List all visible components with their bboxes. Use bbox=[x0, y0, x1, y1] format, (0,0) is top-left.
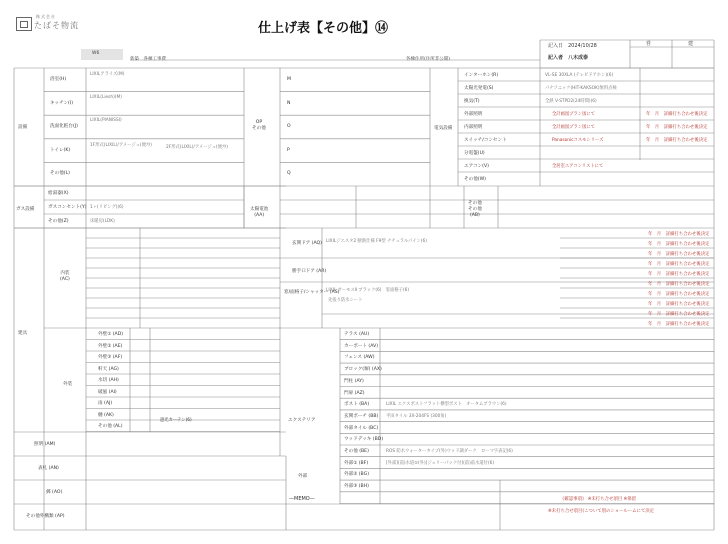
interior-row-label: トイレ(K) bbox=[50, 147, 71, 153]
outdoor-row-label: 外部① (BF) bbox=[344, 460, 369, 466]
elec-row-label: スイッチ/コンセント bbox=[464, 138, 507, 143]
page-title: 仕上げ表【その他】⑭ bbox=[258, 21, 389, 36]
outdoor-row-label: 外部③ (BH) bbox=[344, 484, 369, 490]
pending-note: 年 月 詳細打ち合わせ後決定 bbox=[648, 292, 710, 297]
ext-row-label: その他 (BE) bbox=[344, 449, 369, 454]
op-row-label: N bbox=[287, 100, 291, 106]
elec-row-label: 内部照明 bbox=[464, 125, 483, 130]
pending-note: 年 月 詳細打ち合わせ後決定 bbox=[648, 272, 710, 277]
address-label: 各棟住所(住所非公開) bbox=[406, 57, 451, 62]
exterior-row-label: 外壁② (AE) bbox=[98, 343, 123, 349]
header-col-1: 営 bbox=[646, 41, 652, 47]
exterior-row-label: 破風 (AI) bbox=[98, 389, 117, 395]
section-other: その他外構類 (AP) bbox=[26, 514, 65, 519]
exterior-row-label: 樋 (AK) bbox=[98, 412, 114, 418]
interior-row-label: キッチン(I) bbox=[50, 100, 73, 106]
interior-row-label: 洗面化粧台(J) bbox=[50, 124, 78, 130]
interior-row-value: LIXIL(Liesh)(M) bbox=[90, 94, 122, 100]
door-row-value: LIXILジエスタ2 断熱仕様 F9型 ナチュラルパイン(6) bbox=[326, 239, 427, 244]
ext-row-value: ROS 防水ウォータータイプ(外)ウッド調ダーク ローマ字表記(6) bbox=[386, 449, 513, 454]
entry-date: 記入日 2024/10/28 bbox=[548, 43, 597, 49]
elec-row-label: 外部照明 bbox=[464, 112, 483, 117]
elec-row-pending: 年 月 詳細打ち合わせ後決定 bbox=[646, 112, 708, 117]
ext-row-label: テラス (AU) bbox=[344, 332, 370, 337]
op-row-label: O bbox=[287, 124, 291, 130]
section-blind: 表札 (AN) bbox=[38, 466, 59, 471]
curtain-value: 遮光カーテン(6) bbox=[160, 418, 192, 423]
exterior-row-label: 雨 (AJ) bbox=[98, 401, 113, 406]
ext-row-label: ポスト (BA) bbox=[344, 402, 370, 408]
door-note: 先張り防水シート bbox=[328, 298, 363, 303]
brand-sub: 株式会社 bbox=[36, 14, 56, 19]
pending-note: 年 月 詳細打ち合わせ後決定 bbox=[648, 322, 710, 327]
memo-label: —MEMO— bbox=[289, 496, 315, 502]
exterior-row-label: 水切 (AH) bbox=[98, 378, 119, 383]
ext-row-label: 外部タイル (BC) bbox=[344, 425, 379, 431]
ext-row-label: 門柱 (AY) bbox=[344, 378, 364, 384]
elec-row-value: パナソニック(HIT-KAKSOK)無料点検 bbox=[545, 86, 617, 91]
gas-row-label: ガスコンセント(Y) bbox=[48, 205, 87, 210]
ext-row-label: 門扉 (AZ) bbox=[344, 390, 365, 396]
exterior-row-label: その他 (AL) bbox=[98, 424, 123, 429]
elec-row-label: 分電盤(U) bbox=[464, 151, 485, 156]
op-label: OP その他 bbox=[252, 120, 266, 131]
pending-note: 年 月 詳細打ち合わせ後決定 bbox=[648, 282, 710, 287]
other-ab-label: その他 その他 (AB) bbox=[468, 201, 482, 218]
gas-row-value: 床暖房(LDK) bbox=[90, 219, 115, 224]
door-row-label: 勝手口ドア (AR) bbox=[292, 269, 327, 274]
toilet-2f-value: 2F形式(LIXIL)/アメージュ(便ﾌﾀ) bbox=[166, 145, 228, 150]
header-col-2: 建 bbox=[688, 41, 694, 47]
elec-row-label: 換気(T) bbox=[464, 99, 480, 104]
door-row-label: 窓/面格子/シャッター (AS) bbox=[284, 290, 340, 295]
interior-row-value: LIXILアライズ(M) bbox=[90, 72, 125, 77]
ext-row-label: 玄関ポーチ (BB) bbox=[344, 413, 379, 419]
elec-row-label: エアコン(V) bbox=[464, 164, 489, 169]
exterior-row-label: 軒天 (AG) bbox=[98, 366, 119, 372]
elec-row-value: VL-SE 30XLA (テレビドアホン)(6) bbox=[545, 73, 614, 78]
section-exterior: 建具 bbox=[18, 331, 28, 336]
door-row-label: 玄関ドア (AQ) bbox=[292, 241, 322, 246]
elec-row-value: 全計画図プラン図にて bbox=[552, 112, 595, 117]
elec-row-pending: 年 月 詳細打ち合わせ後決定 bbox=[646, 138, 708, 143]
ext-row-label: カーポート (AV) bbox=[344, 343, 379, 349]
door-row-value: LIXIL サーモスⅡ ブラック(6) 窓面格子(6) bbox=[326, 288, 410, 293]
footer-note-2: ※未打ち合せ項目(こついて別のショールームにて決定 bbox=[548, 509, 655, 514]
section-post: 郵 (AO) bbox=[46, 490, 63, 495]
footer-note-1: 《確認事項》 ※未打ち合せ項目 ※保留 bbox=[560, 497, 637, 502]
pending-note: 年 月 詳細打ち合わせ後決定 bbox=[648, 252, 710, 257]
pending-note: 年 月 詳細打ち合わせ後決定 bbox=[648, 262, 710, 267]
gas-row-label: その他(Z) bbox=[48, 219, 69, 224]
ext-label: エクステリア bbox=[288, 418, 316, 423]
exterior-row-label: 外壁① (AD) bbox=[98, 332, 124, 337]
interior-row-label: 浴室(H) bbox=[50, 77, 67, 82]
ext-row-label: ウッドデッキ (BD) bbox=[344, 437, 384, 443]
interior-row-value: LIXIL(PIANISSI) bbox=[90, 118, 122, 124]
outdoor-row-value: [外部](前)水道①(外)[ジェリーパック付](前)前水道付(6) bbox=[386, 460, 495, 466]
pending-note: 年 月 詳細打ち合わせ後決定 bbox=[648, 242, 710, 247]
section-curtain: 照明 (AM) bbox=[34, 442, 56, 447]
gas-row-label: 給湯器(X) bbox=[48, 191, 69, 196]
ext-row-label: フェンス (AW) bbox=[344, 355, 375, 361]
entry-person: 記入者 八木成泰 bbox=[548, 55, 589, 61]
elec-row-label: その他(W) bbox=[464, 177, 486, 182]
ext-row-value: LIXIL エクスポストフラット横型ポスト オータムブラウン(6) bbox=[386, 402, 507, 408]
outdoor-label: 外部 bbox=[298, 474, 308, 479]
elec-row-value: 全計画図プラン図にて bbox=[552, 125, 595, 130]
elec-row-pending: 年 月 詳細打ち合わせ後決定 bbox=[646, 125, 708, 130]
section-gas: ガス設備 bbox=[16, 207, 35, 212]
op-row-label: P bbox=[287, 147, 290, 153]
pending-note: 年 月 詳細打ち合わせ後決定 bbox=[648, 232, 710, 237]
outdoor-row-label: 外部② (BG) bbox=[344, 472, 369, 478]
pending-note: 年 月 詳細打ち合わせ後決定 bbox=[648, 302, 710, 307]
op-row-label: Q bbox=[287, 171, 291, 177]
elec-row-label: 太陽光発電(S) bbox=[464, 86, 494, 91]
op-row-label: M bbox=[287, 77, 291, 82]
brand-name: たばそ物流 bbox=[34, 21, 79, 30]
elec-row-value: 全熱 V-STPD2(24時間)(6) bbox=[545, 99, 597, 104]
elec-row-label: インターホン(R) bbox=[464, 73, 499, 78]
interior-row-label: その他(L) bbox=[50, 171, 70, 177]
gas-row-value: 1ヶ(リビング)(6) bbox=[90, 205, 124, 210]
pending-note: 年 月 詳細打ち合わせ後決定 bbox=[648, 312, 710, 317]
exterior-row-label: 外壁③ (AF) bbox=[98, 355, 123, 360]
interior-row-value: 1F形式(LIXIL)/アメージュ(便ﾌﾀ) bbox=[90, 142, 152, 148]
company-name: 新築 各棟工事費 bbox=[130, 57, 166, 62]
elec-row-value: 全居室エアコンリストにて bbox=[552, 164, 604, 169]
code-value: W6 bbox=[92, 51, 100, 56]
elec-row-value: Panasonicコスモシリーズ bbox=[552, 138, 604, 143]
elec-label: 電気設備 bbox=[434, 126, 453, 131]
ext-row-value: 平田タイル 3X-204FS (300角) bbox=[386, 413, 447, 419]
ext-row-label: ブロック(塀) (AX) bbox=[344, 367, 382, 373]
interior-door-label: 内装 (AC) bbox=[60, 271, 70, 282]
solar-label: 太陽電池 (AA) bbox=[250, 207, 269, 218]
section-interior: 設備 bbox=[18, 125, 28, 130]
exterior-label: 外装 bbox=[63, 382, 73, 387]
